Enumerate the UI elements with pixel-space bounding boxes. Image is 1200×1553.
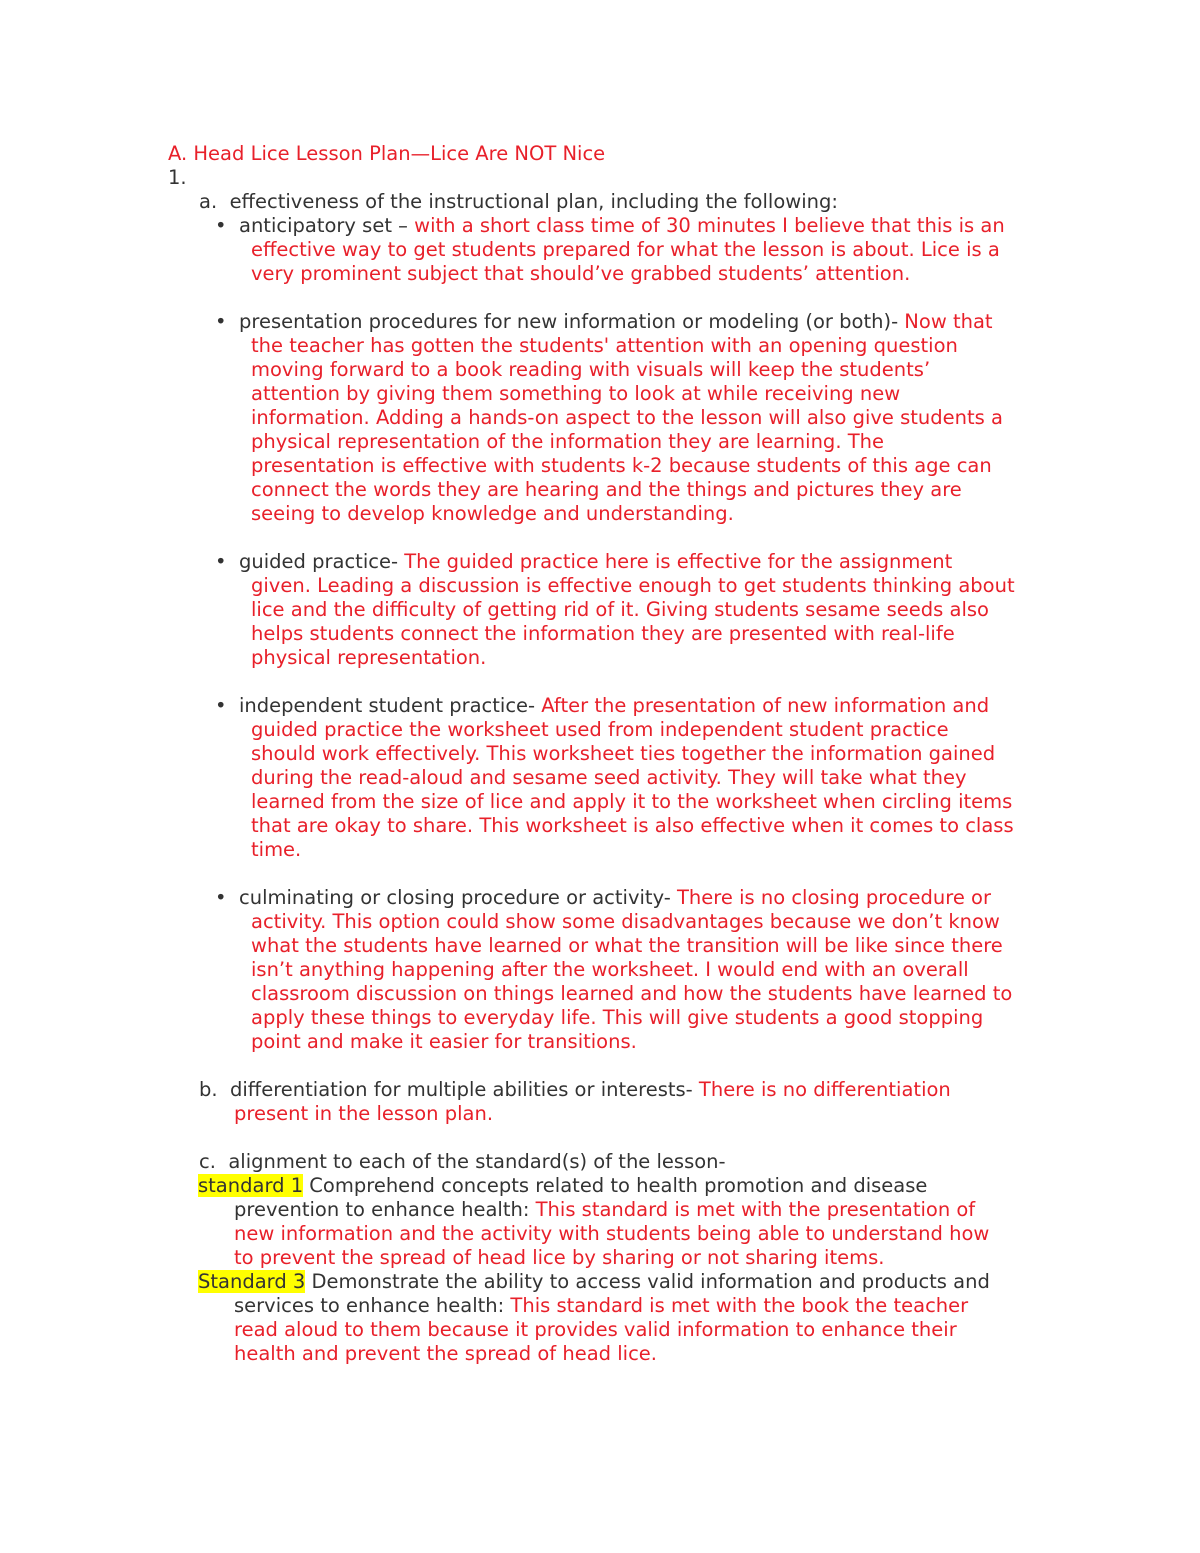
section-b-lead: differentiation for multiple abilities or interests- <box>229 1078 693 1101</box>
bullet-comment: helps students connect the information they are presented with real-life <box>251 622 955 645</box>
bullet-comment: connect the words they are hearing and the things and pictures they are <box>251 478 962 501</box>
bullet-comment: learned from the size of lice and apply it to the worksheet when circling items <box>251 790 1013 813</box>
section-b-comment: There is no differentiation <box>692 1078 951 1101</box>
bullet-comment: given. Leading a discussion is effective enough to get students thinking about <box>251 574 1015 597</box>
bullet-comment: very prominent subject that should’ve grabbed students’ attention. <box>251 262 911 285</box>
section-b-comment: present in the lesson plan. <box>234 1102 494 1125</box>
bullet-comment: apply these things to everyday life. This will give students a good stopping <box>251 1006 984 1029</box>
standard-comment: to prevent the spread of head lice by sharing or not sharing items. <box>234 1246 885 1269</box>
standard-description: Demonstrate the ability to access valid information and products and <box>305 1270 990 1293</box>
page-title: A. Head Lice Lesson Plan—Lice Are NOT Nice <box>168 142 606 165</box>
standard-comment: This standard is met with the presentation of <box>529 1198 976 1221</box>
bullet-comment: time. <box>251 838 302 861</box>
item-number: 1. <box>168 166 187 189</box>
bullet-comment: should work effectively. This worksheet ties together the information gained <box>251 742 996 765</box>
bullet-comment: activity. This option could show some disadvantages because we don’t know <box>251 910 1000 933</box>
bullet-icon: • <box>215 886 227 909</box>
standard-comment: read aloud to them because it provides valid information to enhance their <box>234 1318 957 1341</box>
section-c-label: c. <box>199 1150 216 1173</box>
bullet-comment: effective way to get students prepared for what the lesson is about. Lice is a <box>251 238 1000 261</box>
bullet-comment: After the presentation of new information and <box>535 694 990 717</box>
bullet-comment: isn’t anything happening after the worksheet. I would end with an overall <box>251 958 969 981</box>
section-a-heading <box>199 190 838 214</box>
bullet-comment: with a short class time of 30 minutes I believe that this is an <box>407 214 1005 237</box>
standard-tag-highlight: Standard 3 <box>198 1270 306 1293</box>
bullet-comment: point and make it easier for transitions. <box>251 1030 637 1053</box>
bullet-comment: during the read-aloud and sesame seed activity. They will take what they <box>251 766 967 789</box>
bullet-icon: • <box>215 310 227 333</box>
section-b-label: b. <box>199 1078 218 1101</box>
standard-comment: new information and the activity with students being able to understand how <box>234 1222 990 1245</box>
bullet-icon: • <box>215 214 227 237</box>
bullet-comment: attention by giving them something to look at while receiving new <box>251 382 901 405</box>
standard-description: Comprehend concepts related to health promotion and disease <box>303 1174 928 1197</box>
bullet-comment: The guided practice here is effective for the assignment <box>398 550 953 573</box>
bullet-comment: information. Adding a hands-on aspect to the lesson will also give students a <box>251 406 1003 429</box>
section-b <box>199 1078 951 1102</box>
standard-1 <box>198 1174 927 1198</box>
bullet-comment: lice and the difficulty of getting rid of it. Giving students sesame seeds also <box>251 598 989 621</box>
standard-3-continued <box>234 1294 968 1366</box>
standard-3 <box>198 1270 990 1294</box>
bullet-comment: physical representation of the information they are learning. The <box>251 430 884 453</box>
bullet-lead: presentation procedures for new information or modeling (or both)- <box>239 310 899 333</box>
bullet-comment: presentation is effective with students k-2 because students of this age can <box>251 454 992 477</box>
bullet-comment: There is no closing procedure or <box>670 886 991 909</box>
bullet-comment: physical representation. <box>251 646 487 669</box>
bullet-lead: independent student practice- <box>239 694 536 717</box>
section-c-heading <box>199 1150 726 1174</box>
standard-description: services to enhance health: <box>234 1294 505 1317</box>
bullet-comment: Now that <box>898 310 993 333</box>
bullet-comment: the teacher has gotten the students' attention with an opening question <box>251 334 958 357</box>
standard-description: prevention to enhance health: <box>234 1198 530 1221</box>
bullet-icon: • <box>215 550 227 573</box>
standard-comment: This standard is met with the book the teacher <box>504 1294 969 1317</box>
bullet-comment: seeing to develop knowledge and understanding. <box>251 502 734 525</box>
bullet-comment: what the students have learned or what the transition will be like since there <box>251 934 1003 957</box>
section-c-heading-text: alignment to each of the standard(s) of the lesson- <box>228 1150 726 1173</box>
standard-1-continued <box>234 1198 989 1270</box>
standard-comment: health and prevent the spread of head lice. <box>234 1342 657 1365</box>
bullet-comment: moving forward to a book reading with visuals will keep the students’ <box>251 358 931 381</box>
bullet-icon: • <box>215 694 227 717</box>
bullet-comment: that are okay to share. This worksheet is also effective when it comes to class <box>251 814 1014 837</box>
bullet-lead: culminating or closing procedure or activity- <box>239 886 671 909</box>
standard-tag-highlight: standard 1 <box>198 1174 304 1197</box>
section-a-heading-text: effectiveness of the instructional plan, including the following: <box>229 190 838 213</box>
section-a-label: a. <box>199 190 218 213</box>
bullet-comment: guided practice the worksheet used from independent student practice <box>251 718 949 741</box>
bullet-lead: guided practice- <box>239 550 398 573</box>
bullet-lead: anticipatory set – <box>239 214 408 237</box>
section-b-continued <box>234 1102 493 1126</box>
bullet-comment: classroom discussion on things learned and how the students have learned to <box>251 982 1013 1005</box>
